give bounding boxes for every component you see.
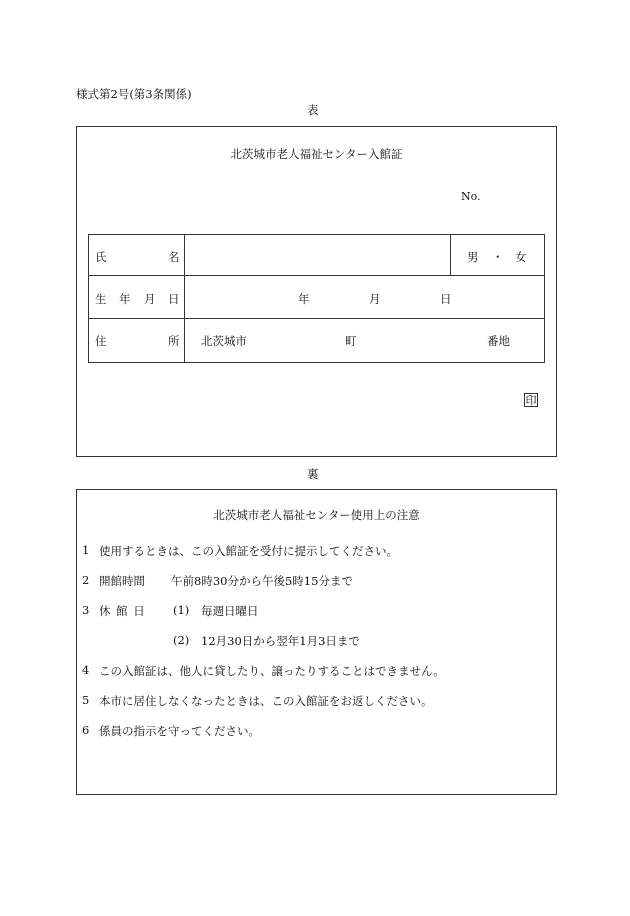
label-column-divider	[184, 234, 185, 363]
back-side-label: 裏	[307, 467, 319, 481]
gender-female: 女	[515, 250, 527, 264]
front-side-label: 表	[307, 103, 319, 117]
birth-label-2: 年	[119, 292, 131, 306]
address-label-b: 所	[168, 334, 180, 348]
row-divider-1	[88, 275, 545, 276]
notice-2-label: 開館時間	[99, 574, 145, 588]
notice-2-text: 午前8時30分から午後5時15分まで	[171, 574, 353, 588]
notice-5-text: 本市に居住しなくなったときは、この入館証をお返しください。	[99, 694, 433, 708]
notice-3-sub-1-num: (1)	[173, 603, 190, 617]
notice-3-label: 休 館 日	[99, 604, 146, 618]
gender-male: 男	[467, 250, 479, 264]
notice-2-num: 2	[82, 573, 90, 587]
notice-3-sub-2-num: (2)	[173, 633, 190, 647]
notice-6-text: 係員の指示を守ってください。	[99, 724, 260, 738]
notice-3-num: 3	[82, 603, 90, 617]
address-city: 北茨城市	[201, 334, 247, 348]
address-town: 町	[345, 334, 357, 348]
birth-label-4: 日	[168, 292, 180, 306]
birth-year: 年	[298, 292, 310, 306]
notice-3-sub-2-text: 12月30日から翌年1月3日まで	[201, 634, 360, 648]
seal-mark: 印	[525, 394, 537, 407]
address-lot: 番地	[487, 334, 510, 348]
name-label-b: 名	[168, 250, 180, 264]
notice-4-num: 4	[82, 663, 90, 677]
notice-1-text: 使用するときは、この入館証を受付に提示してください。	[99, 544, 398, 558]
notice-4-text: この入館証は、他人に貸したり、譲ったりすることはできません。	[99, 664, 445, 678]
form-label: 様式第2号(第3条関係)	[76, 87, 192, 101]
birth-label-1: 生	[95, 292, 107, 306]
front-title: 北茨城市老人福祉センター入館証	[230, 147, 403, 161]
number-label: No.	[461, 190, 481, 203]
birth-label-3: 月	[144, 292, 156, 306]
notice-1-num: 1	[82, 543, 90, 557]
back-title: 北茨城市老人福祉センター使用上の注意	[213, 508, 420, 522]
row-divider-2	[88, 318, 545, 319]
notice-3-sub-1-text: 毎週日曜日	[201, 604, 259, 618]
address-label-a: 住	[95, 334, 107, 348]
birth-day: 日	[440, 292, 452, 306]
gender-column-divider	[450, 234, 451, 275]
gender-separator: ・	[492, 250, 504, 264]
birth-month: 月	[369, 292, 381, 306]
name-label-a: 氏	[95, 250, 107, 264]
notice-6-num: 6	[82, 723, 90, 737]
notice-5-num: 5	[82, 693, 90, 707]
